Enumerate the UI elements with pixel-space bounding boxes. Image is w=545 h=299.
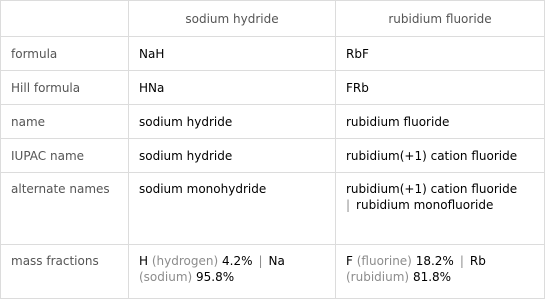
name-value-1: sodium hydride: [129, 105, 336, 139]
alternate-name-separator: |: [346, 198, 351, 212]
element-symbol: F: [346, 254, 353, 268]
table-row-mass-fractions: [1, 245, 545, 299]
alternate-names-value-1: sodium monohydride: [129, 173, 336, 245]
row-label-mass-fractions: mass fractions: [1, 245, 129, 299]
corner-cell: [1, 1, 129, 37]
formula-value-1: NaH: [129, 37, 336, 71]
mass-fraction-separator: |: [459, 254, 464, 268]
mass-percent: 95.8%: [196, 270, 235, 284]
alternate-name-line-1: rubidium(+1) cation fluoride: [346, 182, 518, 196]
mass-fraction-line-2: [346, 269, 534, 285]
mass-fraction-separator: |: [258, 254, 263, 268]
column-header-rubidium-fluoride: rubidium fluoride: [336, 1, 545, 37]
table-row-iupac-name: [1, 139, 545, 173]
iupac-name-value-1: sodium hydride: [129, 139, 336, 173]
element-symbol: Na: [268, 254, 285, 268]
header-row: [1, 1, 545, 37]
row-label-alternate-names: alternate names: [1, 173, 129, 245]
hill-formula-value-1: HNa: [129, 71, 336, 105]
mass-fraction-line-1: [139, 253, 325, 269]
row-label-iupac-name: IUPAC name: [1, 139, 129, 173]
mass-fractions-value-2: [336, 245, 545, 299]
table-row-hill-formula: [1, 71, 545, 105]
formula-value-2: RbF: [336, 37, 545, 71]
iupac-name-value-2: rubidium(+1) cation fluoride: [336, 139, 545, 173]
name-value-2: rubidium fluoride: [336, 105, 545, 139]
mass-percent: 18.2%: [415, 254, 454, 268]
element-symbol: Rb: [469, 254, 486, 268]
row-label-hill-formula: Hill formula: [1, 71, 129, 105]
element-name: (rubidium): [346, 270, 410, 284]
table-row-name: [1, 105, 545, 139]
mass-fraction-line-2: [139, 269, 325, 285]
element-name: (sodium): [139, 270, 193, 284]
mass-fraction-line-1: [346, 253, 534, 269]
alternate-name-2: rubidium monofluoride: [356, 198, 494, 212]
column-header-sodium-hydride: sodium hydride: [129, 1, 336, 37]
mass-fractions-value-1: [129, 245, 336, 299]
hill-formula-value-2: FRb: [336, 71, 545, 105]
row-label-name: name: [1, 105, 129, 139]
mass-percent: 81.8%: [412, 270, 452, 284]
alternate-names-value-2: [336, 173, 545, 245]
mass-percent: 4.2%: [222, 254, 253, 268]
row-label-formula: formula: [1, 37, 129, 71]
alternate-name-line-2: [346, 197, 534, 213]
table-row-alternate-names: [1, 173, 545, 245]
table-row-formula: [1, 37, 545, 71]
element-name: (fluorine): [356, 254, 412, 268]
element-name: (hydrogen): [151, 254, 219, 268]
element-symbol: H: [139, 254, 149, 268]
